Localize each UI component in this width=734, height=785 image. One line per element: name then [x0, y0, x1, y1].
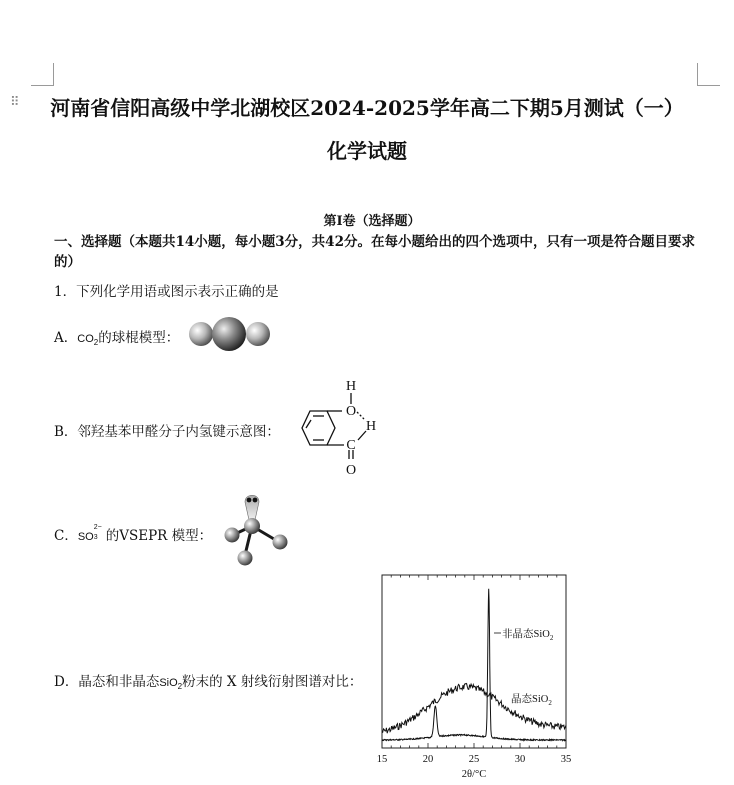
question-stem: 1．下列化学用语或图示表示正确的是: [54, 284, 279, 300]
legend-crystalline: 晶态SiO$_2$: [511, 694, 552, 707]
atom-c-aldehyde: C: [346, 438, 356, 453]
hydrogen-bond-structure-diagram: [284, 374, 394, 480]
xrd-pattern-chart: [370, 570, 582, 782]
co2-formula: $CO_2$: [77, 333, 99, 347]
drag-handle-icon[interactable]: ⠿: [10, 95, 19, 110]
option-b: [54, 420, 280, 440]
sio2-formula: SiO$_2$: [159, 677, 183, 691]
option-letter: B．: [54, 424, 78, 440]
x-axis-label: 2θ/°C: [461, 769, 487, 780]
option-text: 的VSEPR 模型：: [105, 528, 213, 544]
x-tick-label: 35: [560, 754, 572, 765]
c-h-bond: [358, 431, 366, 440]
page-corner-mark-top-left: [31, 63, 54, 86]
option-text: 的球棍模型：: [98, 330, 180, 346]
section-instructions: 一、选择题（本题共14小题，每小题3分，共42分。在每小题给出的四个选项中，只有一项是符合题目要求的）: [54, 234, 695, 270]
option-letter: C．: [54, 528, 78, 544]
x-tick-label: 20: [422, 754, 434, 765]
sulfite-formula: SO 2− 3: [77, 524, 102, 543]
x-tick-label: 15: [376, 754, 388, 765]
oxygen-atom: [273, 535, 288, 550]
page-corner-mark-top-right: [697, 63, 720, 86]
option-letter: A．: [54, 330, 78, 346]
vsepr-model: [212, 492, 294, 572]
option-c: [54, 524, 212, 544]
lone-pair-electron: [247, 498, 252, 503]
atom-h-aldehyde: H: [365, 419, 377, 434]
chart-frame: [382, 575, 566, 748]
sulfur-atom: [244, 518, 260, 534]
carbon-atom: [212, 317, 246, 351]
legend-amorphous: 非晶态SiO$_2$: [502, 629, 554, 642]
oxygen-atom-left: [189, 322, 213, 346]
oxygen-atom-right: [246, 322, 270, 346]
option-d: [54, 670, 362, 691]
option-letter: D．: [54, 674, 79, 690]
co2-ball-stick-model: [186, 314, 274, 356]
exam-title: 河南省信阳高级中学北湖校区2024-2025学年高二下期5月测试（一）: [50, 96, 684, 120]
section-volume-heading: 第Ⅰ卷（选择题）: [323, 214, 421, 229]
exam-subtitle: 化学试题: [327, 139, 407, 163]
option-text-pre: 晶态和非晶态: [78, 674, 160, 690]
oxygen-atom: [225, 528, 240, 543]
hydrogen-bond-dotted: [357, 412, 364, 419]
option-text: 邻羟基苯甲醛分子内氢键示意图：: [77, 424, 280, 440]
series-line-amorphous: [382, 684, 566, 734]
x-tick-label: 25: [468, 754, 480, 765]
atom-h-top: H: [345, 379, 357, 394]
option-a: [54, 326, 179, 347]
x-tick-label: 30: [514, 754, 526, 765]
lone-pair-electron: [253, 498, 258, 503]
oxygen-atom: [238, 551, 253, 566]
option-text-post: 粉末的 X 射线衍射图谱对比：: [182, 674, 363, 690]
atom-o-hydroxyl: O: [345, 404, 357, 419]
atom-o-carbonyl: O: [345, 463, 357, 478]
